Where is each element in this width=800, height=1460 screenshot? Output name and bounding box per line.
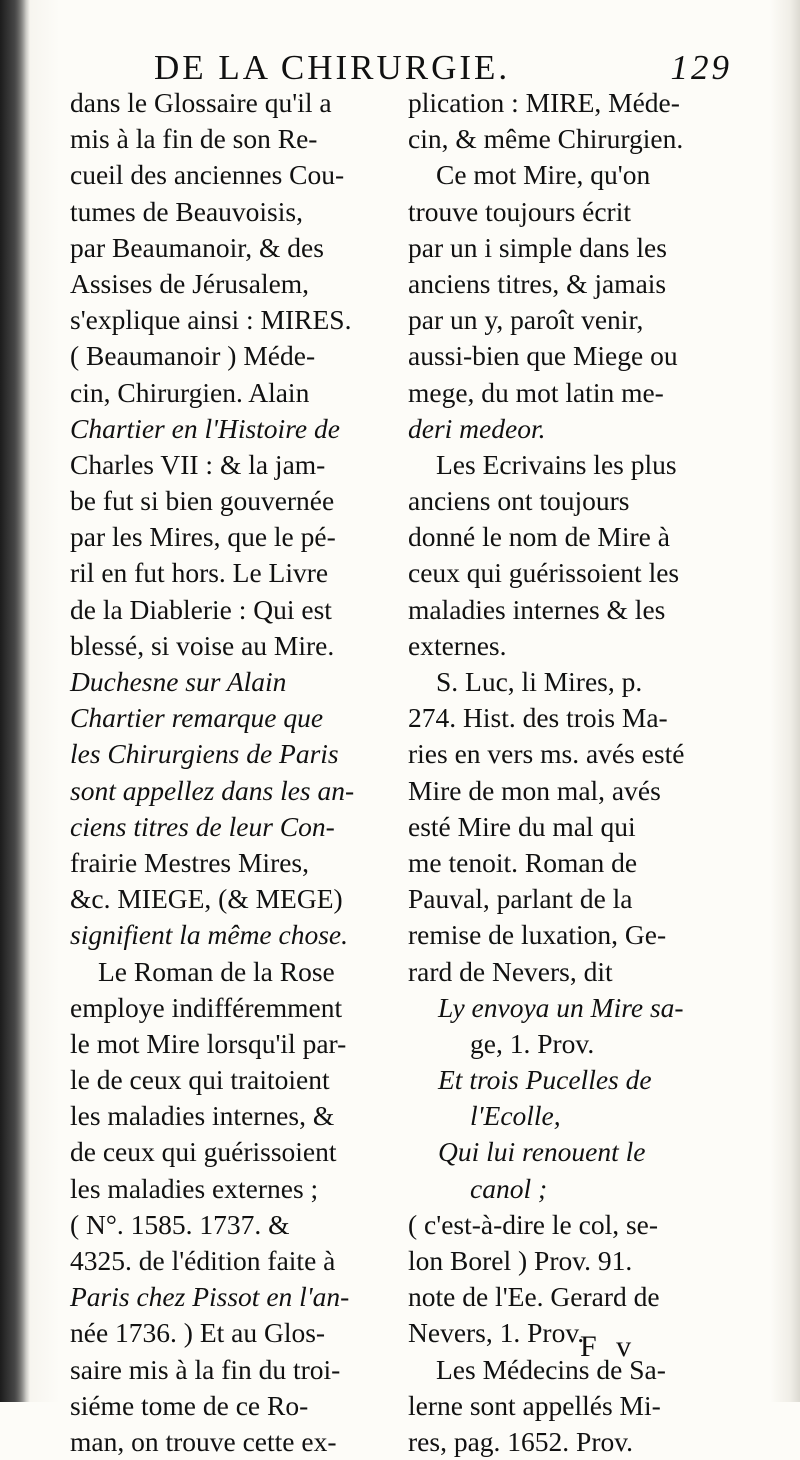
text-line: cin, Chirurgien. Alain <box>70 376 310 408</box>
text-line: tumes de Beauvoisis, <box>70 195 303 227</box>
text-line: &c. MIEGE, (& MEGE) <box>70 883 343 915</box>
text-line: S. Luc, li Mires, p. <box>436 666 643 697</box>
text-line: be fut si bien gouvernée <box>70 485 335 517</box>
verse-line: l'Ecolle, <box>470 1100 561 1132</box>
text-line: frairie Mestres Mires, <box>70 846 310 878</box>
text-line: externes. <box>408 629 507 661</box>
text-line: ( Beaumanoir ) Méde- <box>70 340 316 372</box>
text-line: de la Diablerie : Qui est <box>70 593 332 625</box>
text-line: signifient la même chose. <box>70 919 348 951</box>
text-line: Paris chez Pissot en l'an- <box>70 1281 350 1313</box>
text-line: saire mis à la fin du troi- <box>70 1353 341 1385</box>
text-line: de ceux qui guérissoient <box>70 1136 337 1168</box>
text-line: man, on trouve cette ex- <box>70 1425 337 1457</box>
text-line: 274. Hist. des trois Ma- <box>408 702 668 734</box>
text-line: aussi-bien que Miege ou <box>408 340 678 372</box>
text-line: mis à la fin de son Re- <box>70 123 318 155</box>
text-line: Charles VII : & la jam- <box>70 448 326 480</box>
text-line: donné le nom de Mire à <box>408 521 670 553</box>
text-line: Pauval, parlant de la <box>408 883 633 915</box>
text-line: Nevers, 1. Prov. <box>408 1317 585 1349</box>
text-line: res, pag. 1652. Prov. <box>408 1425 634 1457</box>
text-line: Duchesne sur Alain <box>70 666 287 697</box>
text-line: siéme tome de ce Ro- <box>70 1389 309 1421</box>
text-line: Ce mot Mire, qu'on <box>436 159 651 191</box>
text-line: sont appellez dans les an- <box>70 774 355 806</box>
page-gutter-shadow <box>0 0 30 1402</box>
text-line: Assises de Jérusalem, <box>70 267 310 299</box>
text-line: ril en fut hors. Le Livre <box>70 557 329 589</box>
text-line: note de l'Ee. Gerard de <box>408 1281 660 1313</box>
text-line: Le Roman de la Rose <box>98 955 335 987</box>
text-line: le mot Mire lorsqu'il par- <box>70 1027 347 1059</box>
text-line: ( c'est-à-dire le col, se- <box>408 1208 659 1240</box>
text-line: 4325. de l'édition faite à <box>70 1245 336 1276</box>
text-line: cueil des anciennes Cou- <box>70 159 345 191</box>
page-number: 129 <box>670 48 732 87</box>
text-line: le de ceux qui traitoient <box>70 1064 330 1096</box>
text-line: deri medeor. <box>408 412 546 444</box>
text-line: ceux qui guérissoient les <box>408 557 680 589</box>
text-line: plication : MIRE, Méde- <box>408 87 680 118</box>
text-line: les maladies internes, & <box>70 1100 335 1132</box>
left-column <box>70 85 382 1460</box>
text-line: Chartier remarque que <box>70 702 324 734</box>
text-line: me tenoit. Roman de <box>408 846 638 878</box>
text-line: anciens titres, & jamais <box>408 267 667 299</box>
verse-line: canol ; <box>470 1172 548 1204</box>
text-line: mege, du mot latin me- <box>408 376 664 408</box>
text-line: maladies internes & les <box>408 593 666 625</box>
text-line: ciens titres de leur Con- <box>70 810 335 842</box>
text-line: ries en vers ms. avés esté <box>408 738 685 770</box>
text-line: les maladies externes ; <box>70 1172 319 1204</box>
text-line: Les Ecrivains les plus <box>436 448 677 480</box>
signature-mark: F v <box>580 1330 638 1363</box>
text-line: née 1736. ) Et au Glos- <box>70 1317 326 1349</box>
text-line: anciens ont toujours <box>408 485 630 517</box>
verse-line: Qui lui renouent le <box>438 1136 646 1168</box>
text-line: lerne sont appellés Mi- <box>408 1389 661 1421</box>
running-title: DE LA CHIRURGIE. <box>154 48 511 87</box>
text-line: rard de Nevers, dit <box>408 955 613 987</box>
verse-line: Et trois Pucelles de <box>438 1064 652 1096</box>
right-column <box>408 85 730 1460</box>
text-line: esté Mire du mal qui <box>408 810 636 842</box>
text-line: Chartier en l'Histoire de <box>70 412 340 444</box>
text-line: s'explique ainsi : MIRES. <box>70 304 352 336</box>
text-line: employe indifféremment <box>70 991 343 1023</box>
text-line: par un i simple dans les <box>408 231 667 263</box>
text-line: Mire de mon mal, avés <box>408 774 661 806</box>
text-line: blessé, si voise au Mire. <box>70 629 335 661</box>
text-line: remise de luxation, Ge- <box>408 919 667 951</box>
text-line: par les Mires, que le pé- <box>70 521 336 553</box>
text-line: lon Borel ) Prov. 91. <box>408 1245 633 1276</box>
text-line: ( N°. 1585. 1737. & <box>70 1208 290 1240</box>
text-line: cin, & même Chirurgien. <box>408 123 684 155</box>
verse-line: ge, 1. Prov. <box>470 1027 595 1059</box>
text-line: les Chirurgiens de Paris <box>70 738 339 770</box>
text-line: par un y, paroît venir, <box>408 304 644 336</box>
verse-line: Ly envoya un Mire sa- <box>438 991 684 1023</box>
text-line: trouve toujours écrit <box>408 195 631 227</box>
text-line: par Beaumanoir, & des <box>70 231 324 263</box>
text-line: Les Médecins de Sa- <box>436 1353 666 1385</box>
text-line: dans le Glossaire qu'il a <box>70 87 332 118</box>
